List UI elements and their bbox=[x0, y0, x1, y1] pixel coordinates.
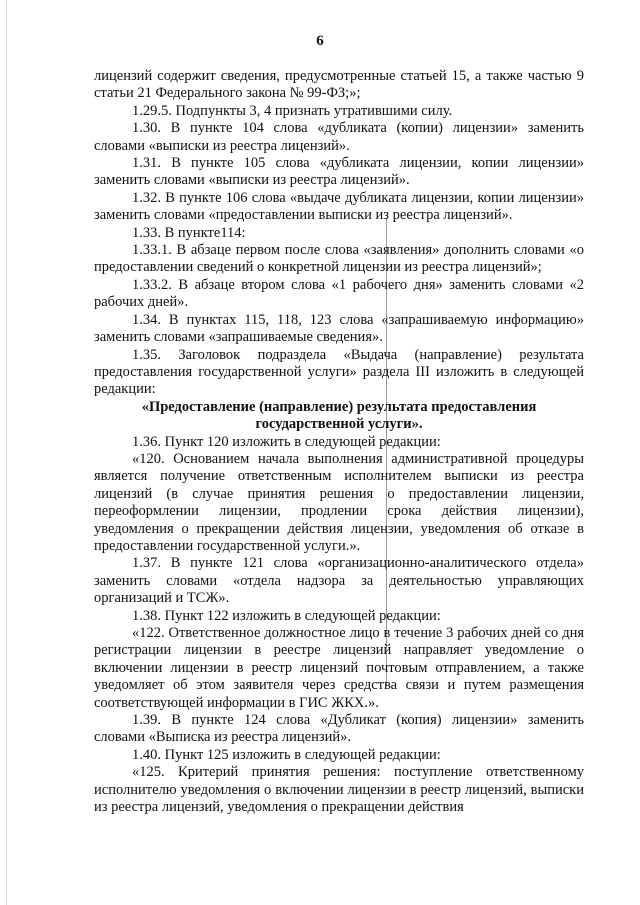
paragraph-1-31: 1.31. В пункте 105 слова «дубликата лицензии, копии лицензии» заменить словами «выписки из реестра лицензий». bbox=[94, 155, 584, 189]
paragraph-1-35: 1.35. Заголовок подраздела «Выдача (направление) результата предоставления государственной услуги» раздела III изложить в следующей редакции: bbox=[94, 346, 584, 398]
document-body bbox=[94, 68, 584, 816]
paragraph-1-39: 1.39. В пункте 124 слова «Дубликат (копия) лицензии» заменить словами «Выписка из реестра лицензий». bbox=[94, 712, 584, 746]
paragraph-1-29-5: 1.29.5. Подпункты 3, 4 признать утратившими силу. bbox=[132, 102, 453, 119]
paragraph-1-33-2: 1.33.2. В абзаце втором слова «1 рабочего дня» заменить словами «2 рабочих дней». bbox=[94, 276, 584, 311]
paragraph-1-30: 1.30. В пункте 104 слова «дубликата (копии) лицензии» заменить словами «выписки из реестра лицензий». bbox=[94, 120, 584, 154]
paragraph-1-37: 1.37. В пункте 121 слова «организационно-аналитического отдела» заменить словами «отдела надзора за деятельностью управляющих организаций и ТСЖ». bbox=[94, 555, 584, 607]
page-number: 6 bbox=[316, 33, 324, 49]
paragraph-1-33-1: 1.33.1. В абзаце первом после слова «заявления» дополнить словами «о предоставлении сведений о конкретной лицензии из реестра лицензий»; bbox=[94, 242, 584, 276]
paragraph-1-34: 1.34. В пунктах 115, 118, 123 слова «запрашиваемую информацию» заменить словами «запрашиваемые сведения». bbox=[94, 311, 584, 346]
paragraph-1-33: 1.33. В пункте114: bbox=[132, 224, 246, 241]
paragraph-1-40: 1.40. Пункт 125 изложить в следующей редакции: bbox=[132, 746, 441, 763]
paragraph-1-38: 1.38. Пункт 122 изложить в следующей редакции: bbox=[132, 607, 441, 624]
subsection-heading: «Предоставление (направление) результата предоставления государственной услуги». bbox=[141, 398, 537, 433]
paragraph-1-32: 1.32. В пункте 106 слова «выдаче дубликата лицензии, копии лицензии» заменить словами «предоставлении выписки из реестра лицензий». bbox=[94, 189, 584, 224]
paragraph-122-text: «122. Ответственное должностное лицо в течение 3 рабочих дней со дня регистрации лицензии в реестре лицензий направляет уведомление о включении лицензии в реестр лицензий почтовым отправлением, а также уведомляет об этом заявителя через средства связи и путем размещения соответствующей информации в ГИС ЖКХ.». bbox=[94, 625, 584, 711]
paragraph-continuation: лицензий содержит сведения, предусмотренные статьей 15, а также частью 9 статьи 21 Федерального закона № 99-ФЗ;»; bbox=[94, 68, 584, 102]
paragraph-125-text: «125. Критерий принятия решения: поступление ответственному исполнителю уведомления о включении лицензии в реестр лицензий, выписки из реестра лицензий, уведомления о прекращении действия bbox=[94, 764, 584, 816]
paragraph-120-text: «120. Основанием начала выполнения административной процедуры является получение ответственным исполнителем выписки из реестра лицензий (в случае принятия решения о предоставлении лицензии, переоформлении лицензии, продлении срока действия лицензии), уведомления о прекращении действия лицензии, уведомления об отказе в предоставлении государственной услуги.». bbox=[94, 450, 584, 554]
paragraph-1-36: 1.36. Пункт 120 изложить в следующей редакции: bbox=[132, 433, 441, 450]
scan-edge-line bbox=[6, 0, 7, 905]
